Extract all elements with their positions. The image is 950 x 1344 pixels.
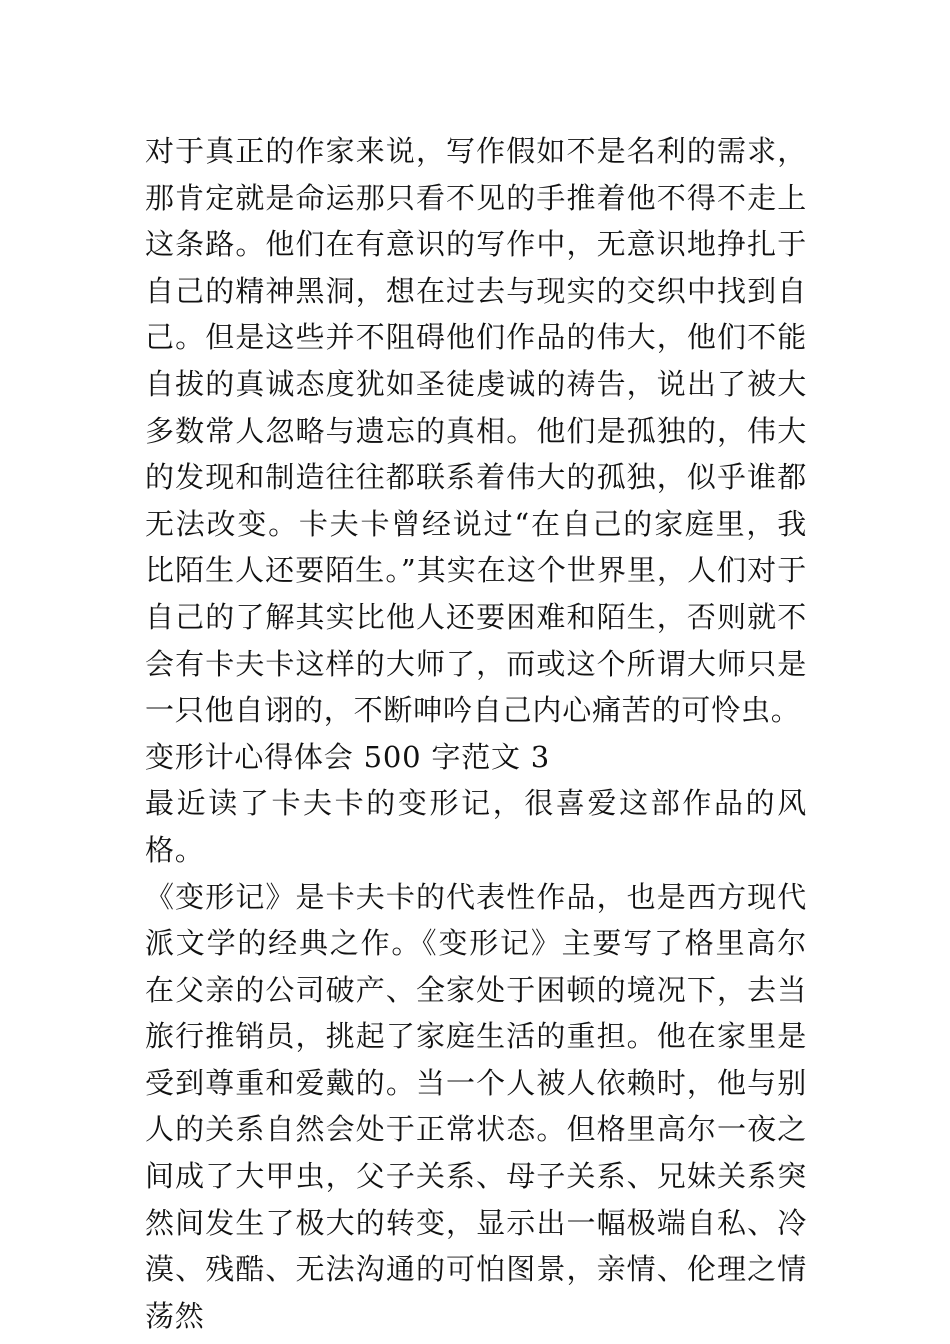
paragraph-kafka-writers: 对于真正的作家来说，写作假如不是名利的需求，那肯定就是命运那只看不见的手推着他不得不走上这条路。他们在有意识的写作中，无意识地挣扎于自己的精神黑洞，想在过去与现实的交织中找到自己。但是这些并不阻碍他们作品的伟大，他们不能自拔的真诚态度犹如圣徒虔诚的祷告，说出了被大多数常人忽略与遗忘的真相。他们是孤独的，伟大的发现和制造往往都联系着伟大的孤独，似乎谁都无法改变。卡夫卡曾经说过“在自己的家庭里，我比陌生人还要陌生。”其实在这个世界里，人们对于自己的了解其实比他人还要困难和陌生，否则就不会有卡夫卡这样的大师了，而或这个所谓大师只是一只他自诩的，不断呻吟自己内心痛苦的可怜虫。 bbox=[145, 134, 807, 728]
paragraph-metamorphosis: 《变形记》是卡夫卡的代表性作品，也是西方现代派文学的经典之作。《变形记》主要写了格里高尔在父亲的公司破产、全家处于困顿的境况下，去当旅行推销员，挑起了家庭生活的重担。他在家里是受到尊重和爱戴的。当一个人被人依赖时，他与别人的关系自然会处于正常状态。但格里高尔一夜之间成了大甲虫，父子关系、母子关系、兄妹关系突然间发生了极大的转变，显示出一幅极端自私、冷漠、残酷、无法沟通的可怕图景，亲情、伦理之情荡然 bbox=[145, 879, 807, 1333]
intro-line: 最近读了卡夫卡的变形记，很喜爱这部作品的风格。 bbox=[145, 786, 807, 867]
section-heading: 变形计心得体会 500 字范文 3 bbox=[145, 739, 551, 774]
document-body bbox=[145, 128, 807, 1339]
